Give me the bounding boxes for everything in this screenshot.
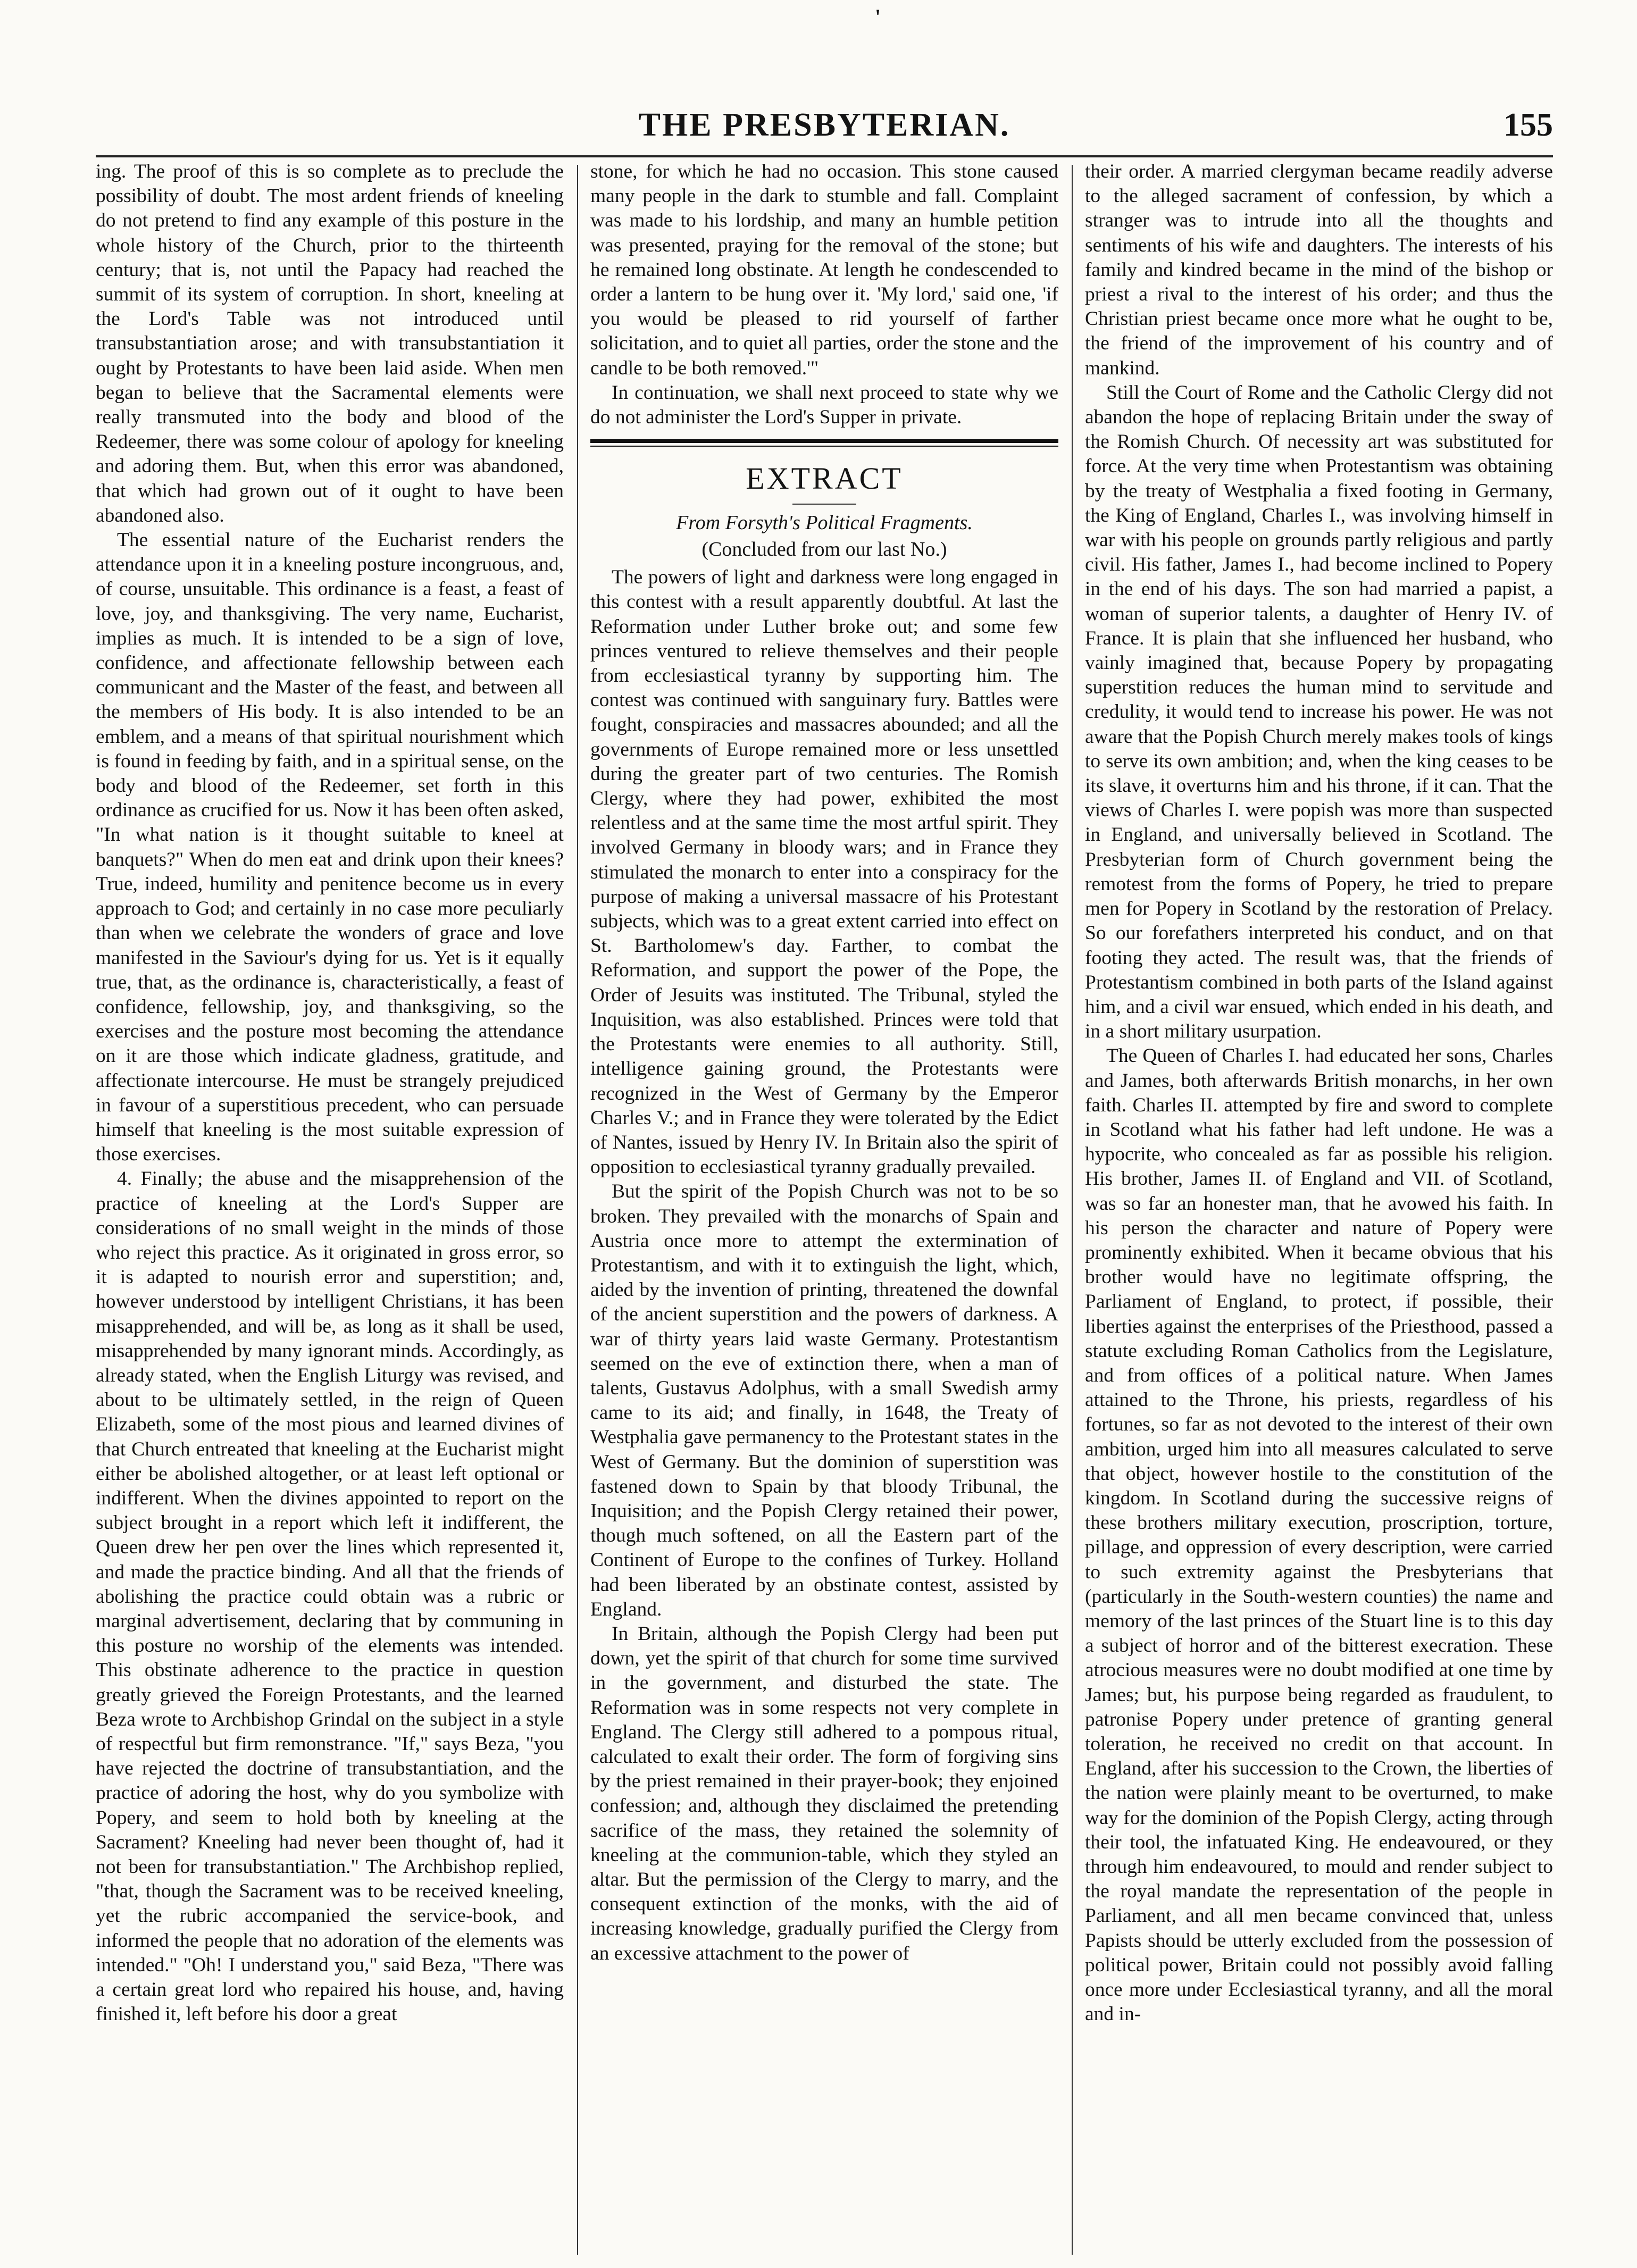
extract-note: (Concluded from our last No.) (701, 538, 947, 561)
paragraph: In continuation, we shall next proceed to state why we do not administer the Lord's Supper in private. (590, 381, 1058, 429)
title-rule (792, 504, 856, 505)
paragraph: But the spirit of the Popish Church was not to be so broken. They prevailed with the monarchs of Spain and Austria once more to attempt the extermination of Protestantism, and with it to extinguish the light, which, aided by the invention of printing, threatened the downfal of the ancient superstition and the powers of darkness. A war of thirty years laid waste Germany. Protestantism seemed on the eve of extinction there, when a man of talents, Gustavus Adolphus, with a small Swedish army came to its aid; and finally, in 1648, the Treaty of Westphalia gave permanency to the Protestant states in the West of Germany. But the dominion of superstition was fastened down to Spain by that bloody Tribunal, the Inquisition; and the Popish Clergy retained their power, though much softened, on all the Eastern part of the Continent of Europe to the confines of Turkey. Holland had been liberated by an obstinate contest, assisted by England. (590, 1181, 1058, 1620)
column-1 (96, 160, 564, 2260)
page-number: 155 (1504, 107, 1553, 143)
paragraph: 4. Finally; the abuse and the misapprehension of the practice of kneeling at the Lord's Supper are considerations of no small weight in the minds of those who reject this practice. As it originated in gross error, so it is adapted to nourish error and superstition; and, however understood by intelligent Christians, it has been misapprehended, and will be, as long as it shall be used, misapprehended by many ignorant minds. Accordingly, as already stated, when the English Liturgy was revised, and about to be ultimately settled, in the reign of Queen Elizabeth, some of the most pious and learned divines of that Church entreated that kneeling at the Eucharist might either be abolished altogether, or at least left optional or indifferent. When the divines appointed to report on the subject brought in a report which left it indifferent, the Queen drew her pen over the lines which represented it, and made the practice binding. And all that the friends of abolishing the practice could obtain was a rubric or marginal advertisement, declaring that by communing in this posture no worship of the elements was intended. This obstinate adherence to the practice in question greatly grieved the Foreign Protestants, and the learned Beza wrote to Archbishop Grindal on the subject in a style of respectful but firm remonstrance. "If," says Beza, "you have rejected the doctrine of transubstantiation, and the practice of adoring the host, why do you symbolize with Popery, and seem to hold both by kneeling at the Sacrament? Kneeling had never been thought of, had it not been for transubstantiation." The Archbishop replied, "that, though the Sacrament was to be received kneeling, yet the rubric accompanied the service-book, and informed the people that no adoration of the elements was intended." "Oh! I understand you," said Beza, "There was a certain great lord who repaired his house, and, having finished it, left before his door a great (96, 1168, 564, 2026)
page-header (96, 106, 1553, 154)
paragraph: their order. A married clergyman became readily adverse to the alleged sacrament of confession, by which a stranger was to intrude into all the thoughts and sentiments of his wife and daughters. The interests of his family and kindred became in the mind of the bishop or priest a rival to the interest of his order; and thus the Christian priest became once more what he ought to be, the friend of the improvement of his country and of mankind. (1085, 161, 1553, 379)
column-2 (590, 160, 1058, 2260)
paragraph: stone, for which he had no occasion. This stone caused many people in the dark to stumble and fall. Complaint was made to his lordship, and many an humble petition was presented, praying for the removal of the stone; but he remained long obstinate. At length he condescended to order a lantern to be hung over it. 'My lord,' said one, 'if you would be pleased to rid yourself of farther solicitation, and to quiet all parties, order the stone and the candle to be both removed.'" (590, 161, 1058, 379)
header-rule (96, 155, 1553, 157)
running-title: THE PRESBYTERIAN. (638, 107, 1010, 143)
extract-title: EXTRACT (746, 461, 903, 496)
top-stray-mark: ' (875, 5, 881, 29)
text-columns (96, 160, 1553, 2260)
paragraph: The powers of light and darkness were long engaged in this contest with a result apparently doubtful. At last the Reformation under Luther broke out; and some few princes ventured to relieve themselves and their people from ecclesiastical tyranny by supporting him. The contest was continued with sanguinary fury. Battles were fought, conspiracies and massacres abounded; and all the governments of Europe remained more or less unsettled during the greater part of two centuries. The Romish Clergy, where they had power, exhibited the most relentless and at the same time the most artful spirit. They involved Germany in bloody wars; and in France they stimulated the monarch to enter into a conspiracy for the purpose of making a universal massacre of his Protestant subjects, which was to a great extent carried into effect on St. Bartholomew's day. Farther, to combat the Reformation, and support the power of the Pope, the Order of Jesuits was instituted. The Tribunal, styled the Inquisition, was also established. Princes were told that the Protestants were enemies to all authority. Still, intelligence gaining ground, the Protestants were recognized in the West of Germany by the Emperor Charles V.; and in France they were tolerated by the Edict of Nantes, issued by Henry IV. In Britain also the spirit of opposition to ecclesiastical tyranny gradually prevailed. (590, 566, 1058, 1178)
section-separator (590, 439, 1058, 447)
column-divider (577, 165, 578, 2255)
paragraph: Still the Court of Rome and the Catholic Clergy did not abandon the hope of replacing Britain under the sway of the Romish Church. Of necessity art was substituted for force. At the very time when Protestantism was obtaining by the treaty of Westphalia a fixed footing in Germany, the King of England, Charles I., was involving himself in war with his people on grounds partly religious and partly civil. His father, James I., had become inclined to Popery in the end of his days. The son had married a papist, a woman of superior talents, a daughter of Henry IV. of France. It is plain that she influenced her husband, who vainly imagined that, because Popery by propagating superstition reduces the human mind to servitude and credulity, it would tend to increase his power. He was not aware that the Popish Church merely makes tools of kings to serve its own ambition; and, when the king ceases to be its slave, it overturns him and his throne, if it can. That the views of Charles I. were popish was more than suspected in England, and universally believed in Scotland. The Presbyterian form of Church government being the remotest from the forms of Popery, he tried to prepare men for Popery in Scotland by the restoration of Prelacy. So our forefathers interpreted his conduct, and on that footing they acted. The result was, that the friends of Protestantism combined in both parts of the Island against him, and a civil war ensued, which ended in his death, and in a short military usurpation. (1085, 381, 1553, 1043)
extract-subtitle: From Forsyth's Political Fragments. (676, 512, 973, 534)
paragraph: In Britain, although the Popish Clergy had been put down, yet the spirit of that church for some time survived in the government, and disturbed the state. The Reformation was in some respects not very complete in England. The Clergy still adhered to a pompous ritual, calculated to exalt their order. The form of forgiving sins by the priest remained in their prayer-book; they enjoined confession; and, although they disclaimed the pretending sacrifice of the mass, they retained the solemnity of kneeling at the communion-table, which they styled an altar. But the permission of the Clergy to marry, and the consequent extinction of the monks, with the aid of increasing knowledge, gradually purified the Clergy from an excessive attachment to the power of (590, 1622, 1058, 1964)
paragraph: The Queen of Charles I. had educated her sons, Charles and James, both afterwards British monarchs, in her own faith. Charles II. attempted by fire and sword to complete in Scotland what his father had left undone. He was a hypocrite, who concealed as far as possible his religion. His brother, James II. of England and VII. of Scotland, was so far an honester man, that he avowed his faith. In his person the character and nature of Popery were prominently exhibited. When it became obvious that his brother would have no legitimate offspring, the Parliament of England, to protect, if possible, their liberties against the enterprises of the Priesthood, passed a statute excluding Roman Catholics from the Legislature, and from offices of a political nature. When James attained to the Throne, his priests, regardless of his fortunes, so far as not devoted to the interest of their own ambition, urged him into all measures calculated to serve that object, however hostile to the constitution of the kingdom. In Scotland during the successive reigns of these brothers military execution, proscription, torture, pillage, and oppression of every description, were carried to such extremity against the Presbyterians that (particularly in the South-western counties) the name and memory of the last princes of the Stuart line is to this day a subject of horror and of the bitterest execration. These atrocious measures were no doubt modified at one time by James; but, his purpose being regarded as fraudulent, to patronise Popery under pretence of granting general toleration, he received no credit on that account. In England, after his succession to the Crown, the liberties of the nation were plainly meant to be overturned, to make way for the dominion of the Popish Clergy, acting through their tool, the infatuated King. He endeavoured, or they through him endeavoured, to mould and render subject to the royal mandate the representation of the people in Parliament, and all men became convinced that, unless Papists should be utterly excluded from the possession of political power, Britain could not possibly avoid falling once more under Ecclesiastical tyranny, and all the moral and in- (1085, 1045, 1553, 2026)
paragraph: The essential nature of the Eucharist renders the attendance upon it in a kneeling posture incongruous, and, of course, unsuitable. This ordinance is a feast, a feast of love, joy, and thanksgiving. The very name, Eucharist, implies as much. It is intended to be a sign of love, confidence, and affectionate fellowship between each communicant and the Master of the feast, and between all the members of His body. It is also intended to be an emblem, and a means of that spiritual nourishment which is found in feeding by faith, and in a spiritual sense, on the body and blood of the Redeemer, set forth in this ordinance as crucified for us. Now it has been often asked, "In what nation is it thought suitable to kneel at banquets?" When do men eat and drink upon their knees? True, indeed, humility and penitence become us in every approach to God; and certainly in no case more peculiarly than when we celebrate the wonders of grace and love manifested in the Saviour's dying for us. Yet is it equally true, that, as the ordinance is, characteristically, a feast of confidence, fellowship, joy, and thanksgiving, so the exercises and the posture most becoming the attendance on it are those which indicate gladness, gratitude, and affectionate intercourse. He must be strangely prejudiced in favour of a superstitious precedent, who can persuade himself that kneeling is the most suitable expression of those exercises. (96, 529, 564, 1166)
column-divider (1072, 165, 1073, 2255)
column-3 (1085, 160, 1553, 2260)
paragraph: ing. The proof of this is so complete as to preclude the possibility of doubt. The most ardent friends of kneeling do not pretend to find any example of this posture in the whole history of the Church, prior to the thirteenth century; that is, not until the Papacy had reached the summit of its system of corruption. In short, kneeling at the Lord's Table was not introduced until transubstantiation arose; and with transubstantiation it ought by Protestants to have been laid aside. When men began to believe that the Sacramental elements were really transmuted into the body and blood of the Redeemer, there was some colour of apology for kneeling and adoring them. But, when this error was abandoned, that which had grown out of it ought to have been abandoned also. (96, 161, 564, 526)
